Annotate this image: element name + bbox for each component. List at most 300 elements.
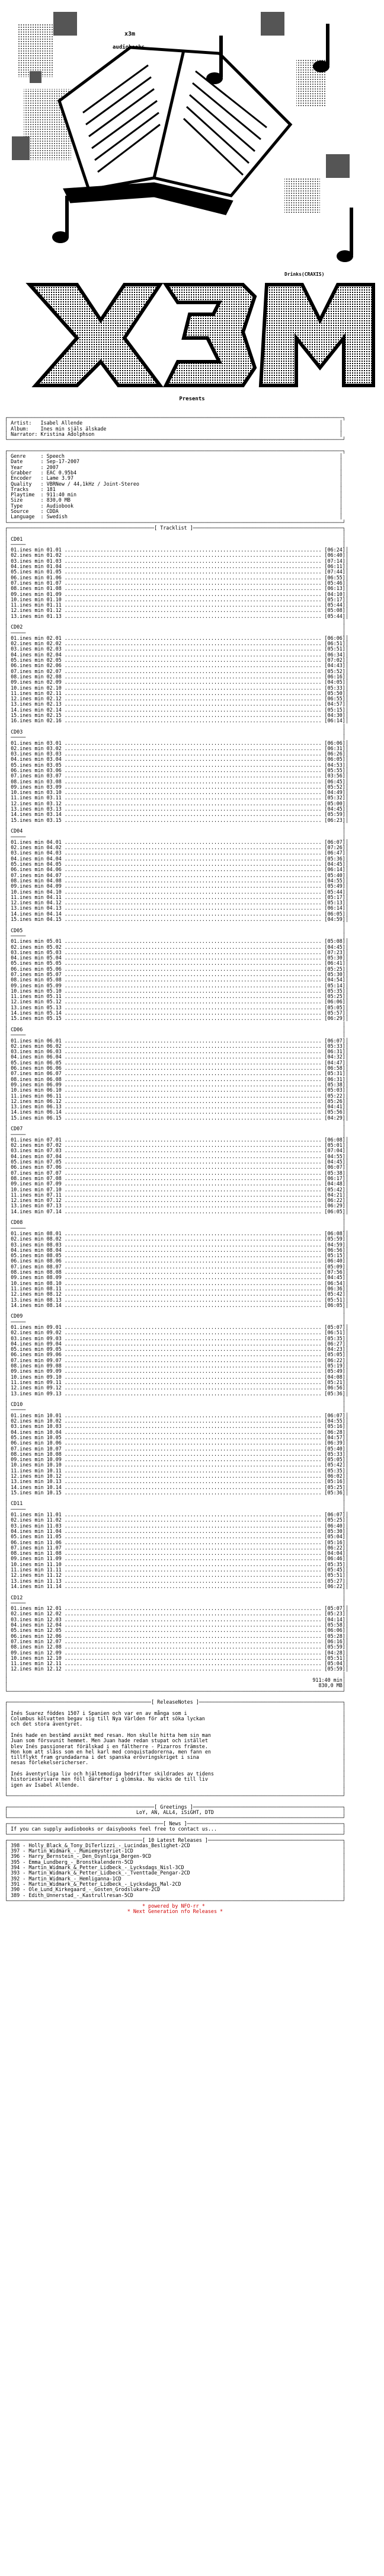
box-edge: │ — [5, 552, 11, 559]
track-fill: ...................................................................................... — [61, 1280, 325, 1286]
box-edge: │ — [5, 1506, 11, 1512]
box-edge: ] — [342, 1208, 345, 1214]
box-edge: ] — [342, 651, 345, 658]
info-value-type: Audiobook — [46, 502, 340, 509]
box-edge: [ — [324, 613, 328, 619]
box-edge: │ — [5, 844, 11, 851]
box-edge: │ — [5, 602, 11, 608]
track-name: 10.ines min 12.10 — [11, 1654, 62, 1661]
track-name: 02.ines min 09.02 — [11, 1330, 62, 1336]
box-edge: │ — [5, 1208, 11, 1214]
box-edge: │ — [345, 1583, 348, 1589]
box-edge: │ — [5, 1357, 11, 1363]
box-edge: ] — [342, 1622, 345, 1628]
box-edge: [ — [324, 1186, 328, 1193]
box-edge: [ — [324, 1605, 328, 1612]
box-edge: │ — [345, 1236, 348, 1242]
track-duration: 05:55 — [327, 767, 343, 773]
box-edge: │ — [5, 1710, 11, 1716]
track-fill: ...................................................................................... — [61, 811, 325, 818]
box-edge: [ — [324, 712, 328, 719]
box-edge: │ — [339, 425, 343, 432]
box-edge: ] — [342, 1142, 345, 1149]
box-edge: │ — [342, 1880, 345, 1887]
box-edge: │ — [5, 806, 11, 812]
track-duration: 05:44 — [327, 888, 343, 895]
box-edge: ] — [342, 607, 345, 614]
box-edge: [ — [324, 1351, 328, 1358]
track-duration: 06:24 — [327, 547, 343, 553]
track-fill: ...................................................................................... — [61, 1059, 325, 1066]
box-edge: │ — [5, 1594, 11, 1601]
box-edge: │ — [345, 844, 348, 851]
box-edge: [ — [324, 1666, 328, 1672]
box-edge: │ — [345, 1042, 348, 1049]
track-name: 06.ines min 05.06 — [11, 965, 62, 972]
box-edge: │ — [5, 1462, 11, 1468]
track-duration: 04:04 — [327, 1550, 343, 1557]
box-edge: ] — [342, 552, 345, 559]
box-edge: [ — [324, 1638, 328, 1644]
box-edge: │ — [345, 877, 348, 884]
box-edge: │ — [345, 1577, 348, 1584]
track-fill: ...................................................................................... — [61, 1351, 325, 1358]
track-fill: ...................................................................................... — [61, 1605, 325, 1612]
track-duration: 05:56 — [327, 1109, 343, 1115]
box-edge: │ — [345, 1654, 348, 1661]
track-fill: ...................................................................................... — [61, 745, 325, 751]
track-fill: ...................................................................................... — [61, 855, 325, 862]
box-edge: ] — [342, 761, 345, 768]
track-name: 11.ines min 02.11 — [11, 690, 62, 696]
box-edge: │ — [5, 1754, 11, 1761]
box-edge: [ — [324, 1274, 328, 1281]
box-edge: │ — [345, 1203, 348, 1209]
track-duration: 05:05 — [327, 1456, 343, 1463]
box-edge: │ — [342, 1599, 345, 1606]
box-edge: │ — [5, 1291, 11, 1297]
cd-heading: CD10 — [11, 1401, 343, 1408]
box-edge: │ — [5, 1169, 11, 1176]
track-duration: 05:08 — [327, 607, 343, 614]
box-edge: │ — [5, 1126, 11, 1132]
track-fill: ...................................................................................... — [61, 1478, 325, 1485]
box-edge: │ — [5, 960, 11, 967]
box-edge: │ — [5, 1605, 11, 1612]
box-edge: ] — [342, 971, 345, 977]
box-edge: │ — [5, 629, 11, 636]
release-notes-line: igen av Isabel Allende. — [11, 1781, 343, 1788]
track-fill: ...................................................................................... — [61, 949, 325, 955]
track-duration: 05:52 — [327, 783, 343, 790]
box-edge: [ — [324, 1467, 328, 1474]
box-edge: │ — [5, 1880, 11, 1887]
box-edge: ] — [342, 1175, 345, 1181]
box-edge: ] — [342, 877, 345, 884]
track-name: 11.ines min 08.11 — [11, 1285, 62, 1292]
box-edge: │ — [339, 502, 343, 509]
track-fill: ...................................................................................... — [61, 1136, 325, 1143]
box-edge: │ — [345, 1445, 348, 1452]
box-edge: │ — [345, 1644, 348, 1650]
track-duration: 05:42 — [327, 1462, 343, 1468]
box-edge: ] — [342, 1246, 345, 1253]
track-duration: 06:06 — [327, 739, 343, 746]
track-fill: ...................................................................................... — [61, 1098, 325, 1104]
info-sep: : — [40, 508, 47, 515]
box-edge: ] — [342, 646, 345, 652]
info-value-genre: Speech — [46, 453, 340, 460]
track-fill: ...................................................................................... — [61, 1274, 325, 1281]
box-edge: ] — [342, 1252, 345, 1259]
track-duration: 05:09 — [327, 1263, 343, 1270]
box-edge: │ — [342, 1776, 345, 1783]
latest-release-item: 397 - Martin_Widmark_-_Mumiemysteriet-1CD — [11, 1848, 343, 1854]
box-edge: [ — [324, 795, 328, 801]
box-edge: │ — [345, 640, 348, 647]
track-fill: ...................................................................................... — [61, 817, 325, 823]
box-edge: │ — [5, 993, 11, 1000]
track-name: 05.ines min 06.05 — [11, 1059, 62, 1066]
track-fill: ...................................................................................... — [61, 1104, 325, 1110]
box-edge: [ — [324, 806, 328, 812]
box-edge: [ — [324, 651, 328, 658]
box-edge: │ — [345, 1186, 348, 1193]
box-edge: │ — [342, 1131, 345, 1137]
box-edge: │ — [345, 778, 348, 785]
box-edge: ] — [342, 1280, 345, 1286]
track-name: 02.ines min 10.02 — [11, 1418, 62, 1424]
box-edge: ] — [342, 839, 345, 845]
track-name: 07.ines min 11.07 — [11, 1544, 62, 1551]
track-fill: ...................................................................................... — [61, 706, 325, 713]
track-duration: 04:32 — [327, 1054, 343, 1060]
box-edge: │ — [5, 965, 11, 972]
info-sep: : — [40, 492, 47, 498]
box-edge: │ — [5, 1054, 11, 1060]
box-edge: [ — [324, 1114, 328, 1121]
track-name: 11.ines min 10.11 — [11, 1467, 62, 1474]
box-edge: │ — [345, 1622, 348, 1628]
box-edge: │ — [345, 1346, 348, 1353]
track-name: 09.ines min 06.09 — [11, 1081, 62, 1088]
box-edge: │ — [345, 1147, 348, 1154]
cd-underline: ───── — [11, 734, 343, 741]
track-duration: 04:59 — [327, 916, 343, 923]
track-fill: ...................................................................................... — [61, 1330, 325, 1336]
info-sep: : — [40, 514, 47, 520]
box-edge: │ — [345, 547, 348, 553]
box-edge: │ │ — [5, 530, 345, 537]
box-edge: │ — [342, 535, 345, 542]
track-fill: ...................................................................................... — [61, 1153, 325, 1159]
box-edge: │ — [342, 629, 345, 636]
track-duration: 06:51 — [327, 1330, 343, 1336]
cd-underline: ───── — [11, 932, 343, 939]
box-edge: │ — [5, 1181, 11, 1187]
track-fill: ...................................................................................... — [61, 1109, 325, 1115]
track-duration: 05:04 — [327, 1534, 343, 1540]
release-notes-line: Hon kom att slåss som en hel karl med conquistadorerna, men fann en — [11, 1748, 343, 1755]
box-edge: [ — [324, 811, 328, 818]
info-sep: : — [40, 502, 47, 509]
box-edge: │ — [5, 453, 11, 460]
track-name: 01.ines min 04.01 — [11, 839, 62, 845]
track-name: 15.ines min 05.15 — [11, 1015, 62, 1022]
track-name: 02.ines min 07.02 — [11, 1142, 62, 1149]
track-fill: ...................................................................................... — [61, 1572, 325, 1579]
track-name: 04.ines min 08.04 — [11, 1246, 62, 1253]
pixel-blocks-left — [12, 12, 77, 160]
track-fill: ...................................................................................... — [61, 894, 325, 900]
track-name: 07.ines min 02.07 — [11, 668, 62, 674]
track-name: 06.ines min 11.06 — [11, 1539, 62, 1545]
track-duration: 05:33 — [327, 1450, 343, 1457]
info-value-tracks: 181 — [46, 486, 340, 492]
box-edge: ] — [342, 1197, 345, 1204]
box-edge: [ — [324, 1208, 328, 1214]
box-edge: │ — [345, 1104, 348, 1110]
box-edge: ] — [342, 1627, 345, 1634]
track-fill: ...................................................................................... — [61, 690, 325, 696]
box-edge: │ — [5, 480, 11, 487]
box-edge: [ — [324, 1236, 328, 1242]
box-edge: │ — [345, 1385, 348, 1391]
box-edge: │ — [342, 932, 345, 939]
track-fill: ...................................................................................... — [61, 1296, 325, 1303]
track-name: 07.ines min 12.07 — [11, 1638, 62, 1644]
box-edge: │ — [345, 806, 348, 812]
info-label-type: Type — [11, 502, 41, 509]
track-duration: 07:23 — [327, 949, 343, 955]
box-edge: │ — [5, 492, 11, 498]
cd-heading: CD02 — [11, 624, 343, 630]
track-fill: ...................................................................................... — [61, 1092, 325, 1099]
box-edge: ] — [342, 1577, 345, 1584]
box-edge: ] — [342, 872, 345, 878]
track-duration: 04:49 — [327, 789, 343, 796]
box-border: └────────────────────────────────────────────────────────────────────────────────────────────────────────────────┘ — [5, 1831, 345, 1838]
track-fill: ...................................................................................... — [61, 591, 325, 597]
track-duration: 06:36 — [327, 1285, 343, 1292]
release-notes-line: historieskrivare men föll därefter i glömska. Nu väcks de till liv — [11, 1776, 343, 1783]
track-fill: ...................................................................................... — [61, 900, 325, 906]
box-edge: │ — [5, 932, 11, 939]
box-edge: │ — [5, 800, 11, 806]
box-edge: │ — [342, 1726, 345, 1733]
box-edge: │ — [5, 1478, 11, 1485]
latest-release-item: 396 - Harry_Bernstein_-_Den_Osynliga_Bergen-9CD — [11, 1853, 343, 1860]
box-edge: │ — [5, 1010, 11, 1016]
track-duration: 06:39 — [327, 1440, 343, 1446]
track-duration: 04:47 — [327, 1059, 343, 1066]
track-fill: ...................................................................................... — [61, 1638, 325, 1644]
box-edge: [ — [324, 1429, 328, 1435]
box-edge: │ — [5, 877, 11, 884]
box-edge: │ — [342, 828, 345, 834]
track-name: 08.ines min 02.08 — [11, 673, 62, 680]
box-edge: │ — [342, 1500, 345, 1507]
track-name: 06.ines min 02.06 — [11, 662, 62, 669]
box-edge: │ — [345, 1114, 348, 1121]
box-edge: │ — [342, 1710, 345, 1716]
box-edge: │ — [5, 624, 11, 630]
box-edge: │ — [5, 1274, 11, 1281]
track-duration: 05:16 — [327, 1539, 343, 1545]
track-name: 08.ines min 04.08 — [11, 877, 62, 884]
info-sep: : — [40, 497, 47, 503]
info-label-genre: Genre — [11, 453, 41, 460]
album-value: Ines min själs älskade — [40, 425, 340, 432]
box-edge: │ — [339, 469, 343, 476]
track-duration: 05:27 — [327, 1577, 343, 1584]
box-edge: │ — [342, 1771, 345, 1777]
box-edge: │ — [345, 1534, 348, 1540]
info-sep: : — [40, 464, 47, 470]
box-edge: │ — [342, 1682, 345, 1689]
track-fill: ...................................................................................... — [61, 1203, 325, 1209]
box-edge: ] — [342, 1136, 345, 1143]
track-fill: ...................................................................................... — [61, 1666, 325, 1672]
box-edge: │ — [345, 1087, 348, 1093]
track-name: 07.ines min 04.07 — [11, 872, 62, 878]
track-fill: ...................................................................................... — [61, 1440, 325, 1446]
box-edge: │ — [5, 508, 11, 515]
info-value-language: Swedish — [46, 514, 340, 520]
box-edge: │ — [5, 828, 11, 834]
track-fill: ...................................................................................... — [61, 1462, 325, 1468]
box-edge: │ — [5, 977, 11, 983]
box-edge: │ — [5, 431, 11, 437]
track-name: 13.ines min 11.13 — [11, 1577, 62, 1584]
box-edge: │ — [342, 1858, 345, 1865]
box-edge: [ — [324, 1291, 328, 1297]
box-edge: [ — [324, 569, 328, 575]
track-fill: ...................................................................................... — [61, 607, 325, 614]
box-edge: │ — [345, 1153, 348, 1159]
track-duration: 04:45 — [327, 943, 343, 950]
box-edge: [ — [324, 640, 328, 647]
box-edge: ] — [342, 1418, 345, 1424]
track-duration: 03:56 — [327, 773, 343, 779]
box-edge: [ — [324, 1136, 328, 1143]
box-edge: ] — [342, 993, 345, 1000]
box-edge: [ — [324, 883, 328, 890]
track-name: 11.ines min 09.11 — [11, 1379, 62, 1385]
box-edge: ] — [342, 1462, 345, 1468]
box-edge: │ — [345, 1429, 348, 1435]
track-fill: ...................................................................................... — [61, 1412, 325, 1418]
track-fill: ...................................................................................... — [61, 1324, 325, 1330]
box-edge: [ — [324, 861, 328, 868]
track-duration: 05:52 — [327, 668, 343, 674]
box-edge: │ — [345, 574, 348, 581]
box-edge: │ — [5, 1743, 11, 1749]
box-edge: │ — [342, 927, 345, 933]
track-fill: ...................................................................................... — [61, 1539, 325, 1545]
box-edge: [ — [324, 1246, 328, 1253]
info-label-source: Source — [11, 508, 41, 515]
box-edge: [ — [324, 761, 328, 768]
box-edge: [ — [324, 1048, 328, 1055]
box-edge: │ — [5, 486, 11, 492]
box-edge: │ — [342, 1748, 345, 1755]
box-edge: │ — [5, 679, 11, 686]
track-name: 04.ines min 12.04 — [11, 1622, 62, 1628]
box-edge: │ — [5, 1561, 11, 1567]
track-duration: 05:30 — [327, 1528, 343, 1534]
box-edge: │ — [345, 850, 348, 856]
box-edge: ] — [342, 883, 345, 890]
track-duration: 05:28 — [327, 1633, 343, 1639]
box-edge: │ — [345, 552, 348, 559]
track-name: 07.ines min 08.07 — [11, 1263, 62, 1270]
box-edge: │ — [339, 508, 343, 515]
news-header: ┌────────────────────────────────────────────────────[ News ]────────────────────────────────────────────────────┐ — [5, 1820, 345, 1826]
track-duration: 04:28 — [327, 1649, 343, 1656]
box-edge: ] — [342, 1340, 345, 1347]
box-edge: │ — [345, 817, 348, 823]
box-edge: [ — [324, 1385, 328, 1391]
box-edge: │ — [345, 635, 348, 641]
track-duration: 05:16 — [327, 1423, 343, 1430]
box-edge: ] — [342, 1109, 345, 1115]
track-duration: 05:25 — [327, 965, 343, 972]
box-edge: [ — [324, 1450, 328, 1457]
box-edge: [ — [324, 1269, 328, 1276]
box-edge: │ — [5, 706, 11, 713]
box-edge: ] — [342, 1434, 345, 1440]
box-edge: │ — [345, 866, 348, 873]
track-name: 04.ines min 09.04 — [11, 1340, 62, 1347]
track-duration: 05:35 — [327, 1467, 343, 1474]
box-edge: │ — [345, 646, 348, 652]
track-name: 14.ines min 06.14 — [11, 1109, 62, 1115]
box-edge: │ — [342, 1732, 345, 1738]
box-edge: ] — [342, 1037, 345, 1044]
box-edge: │ — [5, 673, 11, 680]
track-name: 07.ines min 06.07 — [11, 1070, 62, 1077]
box-edge: │ — [345, 756, 348, 763]
box-edge: │ — [339, 431, 343, 437]
box-edge: │ — [5, 1842, 11, 1848]
box-edge: [ — [324, 800, 328, 806]
box-edge: │ — [5, 1429, 11, 1435]
track-duration: 06:47 — [327, 850, 343, 856]
box-edge: │ — [345, 706, 348, 713]
track-fill: ...................................................................................... — [61, 1528, 325, 1534]
box-edge: │ — [5, 1330, 11, 1336]
track-fill: ...................................................................................... — [61, 1263, 325, 1270]
track-duration: 05:36 — [327, 855, 343, 862]
track-fill: ...................................................................................... — [61, 971, 325, 977]
box-edge: │ — [5, 547, 11, 553]
box-edge: │ — [5, 1159, 11, 1165]
box-edge: │ — [345, 1666, 348, 1672]
track-fill: ...................................................................................... — [61, 987, 325, 994]
box-edge: [ — [324, 646, 328, 652]
box-edge: ] — [342, 773, 345, 779]
box-edge: ] — [342, 1605, 345, 1612]
box-edge: │ — [5, 1748, 11, 1755]
track-fill: ...................................................................................... — [61, 1567, 325, 1573]
box-edge: │ │ — [5, 1021, 345, 1027]
track-duration: 05:23 — [327, 1611, 343, 1617]
box-edge: ] — [342, 1633, 345, 1639]
track-name: 02.ines min 05.02 — [11, 943, 62, 950]
track-fill: ...................................................................................... — [61, 657, 325, 664]
track-duration: 05:07 — [327, 1605, 343, 1612]
